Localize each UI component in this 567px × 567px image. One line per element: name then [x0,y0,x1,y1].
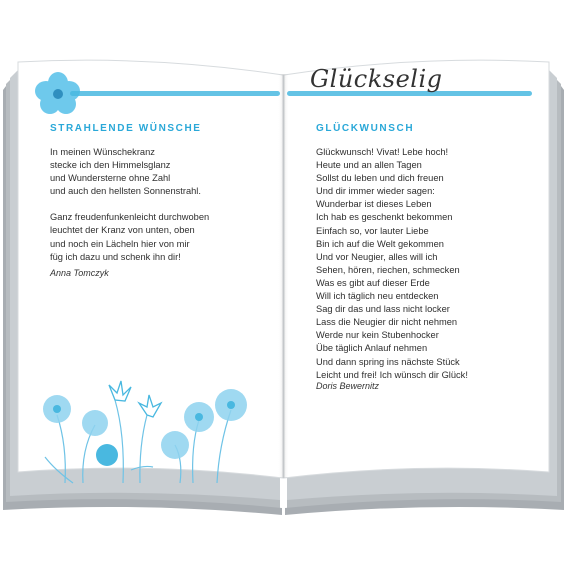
poem-line: Und dir immer wieder sagen: [316,186,435,197]
flower-illustration-icon [35,375,255,485]
poem-line: Einfach so, vor lauter Liebe [316,225,429,236]
poem-line: Sollst du leben und dich freuen [316,173,444,184]
poem-line: Will ich täglich neu entdecken [316,291,439,302]
poem-line: Ich hab es geschenkt bekommen [316,212,453,223]
poem-line: Übe täglich Anlauf nehmen [316,343,428,354]
poem-text-right [316,146,468,382]
author-right: Doris Bewernitz [316,381,380,391]
header-line-left [70,91,280,96]
poem-line: und Wundersterne ohne Zahl [50,173,171,184]
poem-line: Werde nur kein Stubenhocker [316,330,439,341]
poem-line: Lass die Neugier dir nicht nehmen [316,317,458,328]
poem-line: stecke ich den Himmelsglanz [50,160,171,171]
poem-title-right: GLÜCKWUNSCH [316,123,415,134]
poem-line: Sag dir das und lass nicht locker [316,304,450,315]
poem-line: Und dann spring ins nächste Stück [316,356,460,367]
poem-line: Und vor Neugier, alles will ich [316,251,438,262]
poem-line: Glückwunsch! Vivat! Lebe hoch! [316,147,449,157]
poem-line: Ganz freudenfunkenleicht durchwoben [50,212,210,223]
poem-line: Was es gibt auf dieser Erde [316,277,430,288]
poem-line: Sehen, hören, riechen, schmecken [316,264,460,275]
poem-line: Leicht und frei! Ich wünsch dir Glück! [316,369,468,380]
poem-line: leuchtet der Kranz von unten, oben [50,225,195,236]
poem-line: und noch ein Lächeln hier von mir [50,238,190,249]
poem-title-left: STRAHLENDE WÜNSCHE [50,123,202,134]
poem-line: Heute und an allen Tagen [316,160,422,171]
stanza [50,211,209,263]
poem-line: füg ich dazu und schenk ihn dir! [50,251,181,262]
brush-title: Glückselig [310,65,443,93]
poem-line: Wunderbar ist dieses Leben [316,199,432,210]
poem-line: und auch den hellsten Sonnenstrahl. [50,186,201,197]
stanza [50,146,209,198]
poem-line: In meinen Wünschekranz [50,147,155,157]
poem-text-left [50,146,209,277]
author-left: Anna Tomczyk [50,268,109,278]
poem-line: Bin ich auf die Welt gekommen [316,238,444,249]
